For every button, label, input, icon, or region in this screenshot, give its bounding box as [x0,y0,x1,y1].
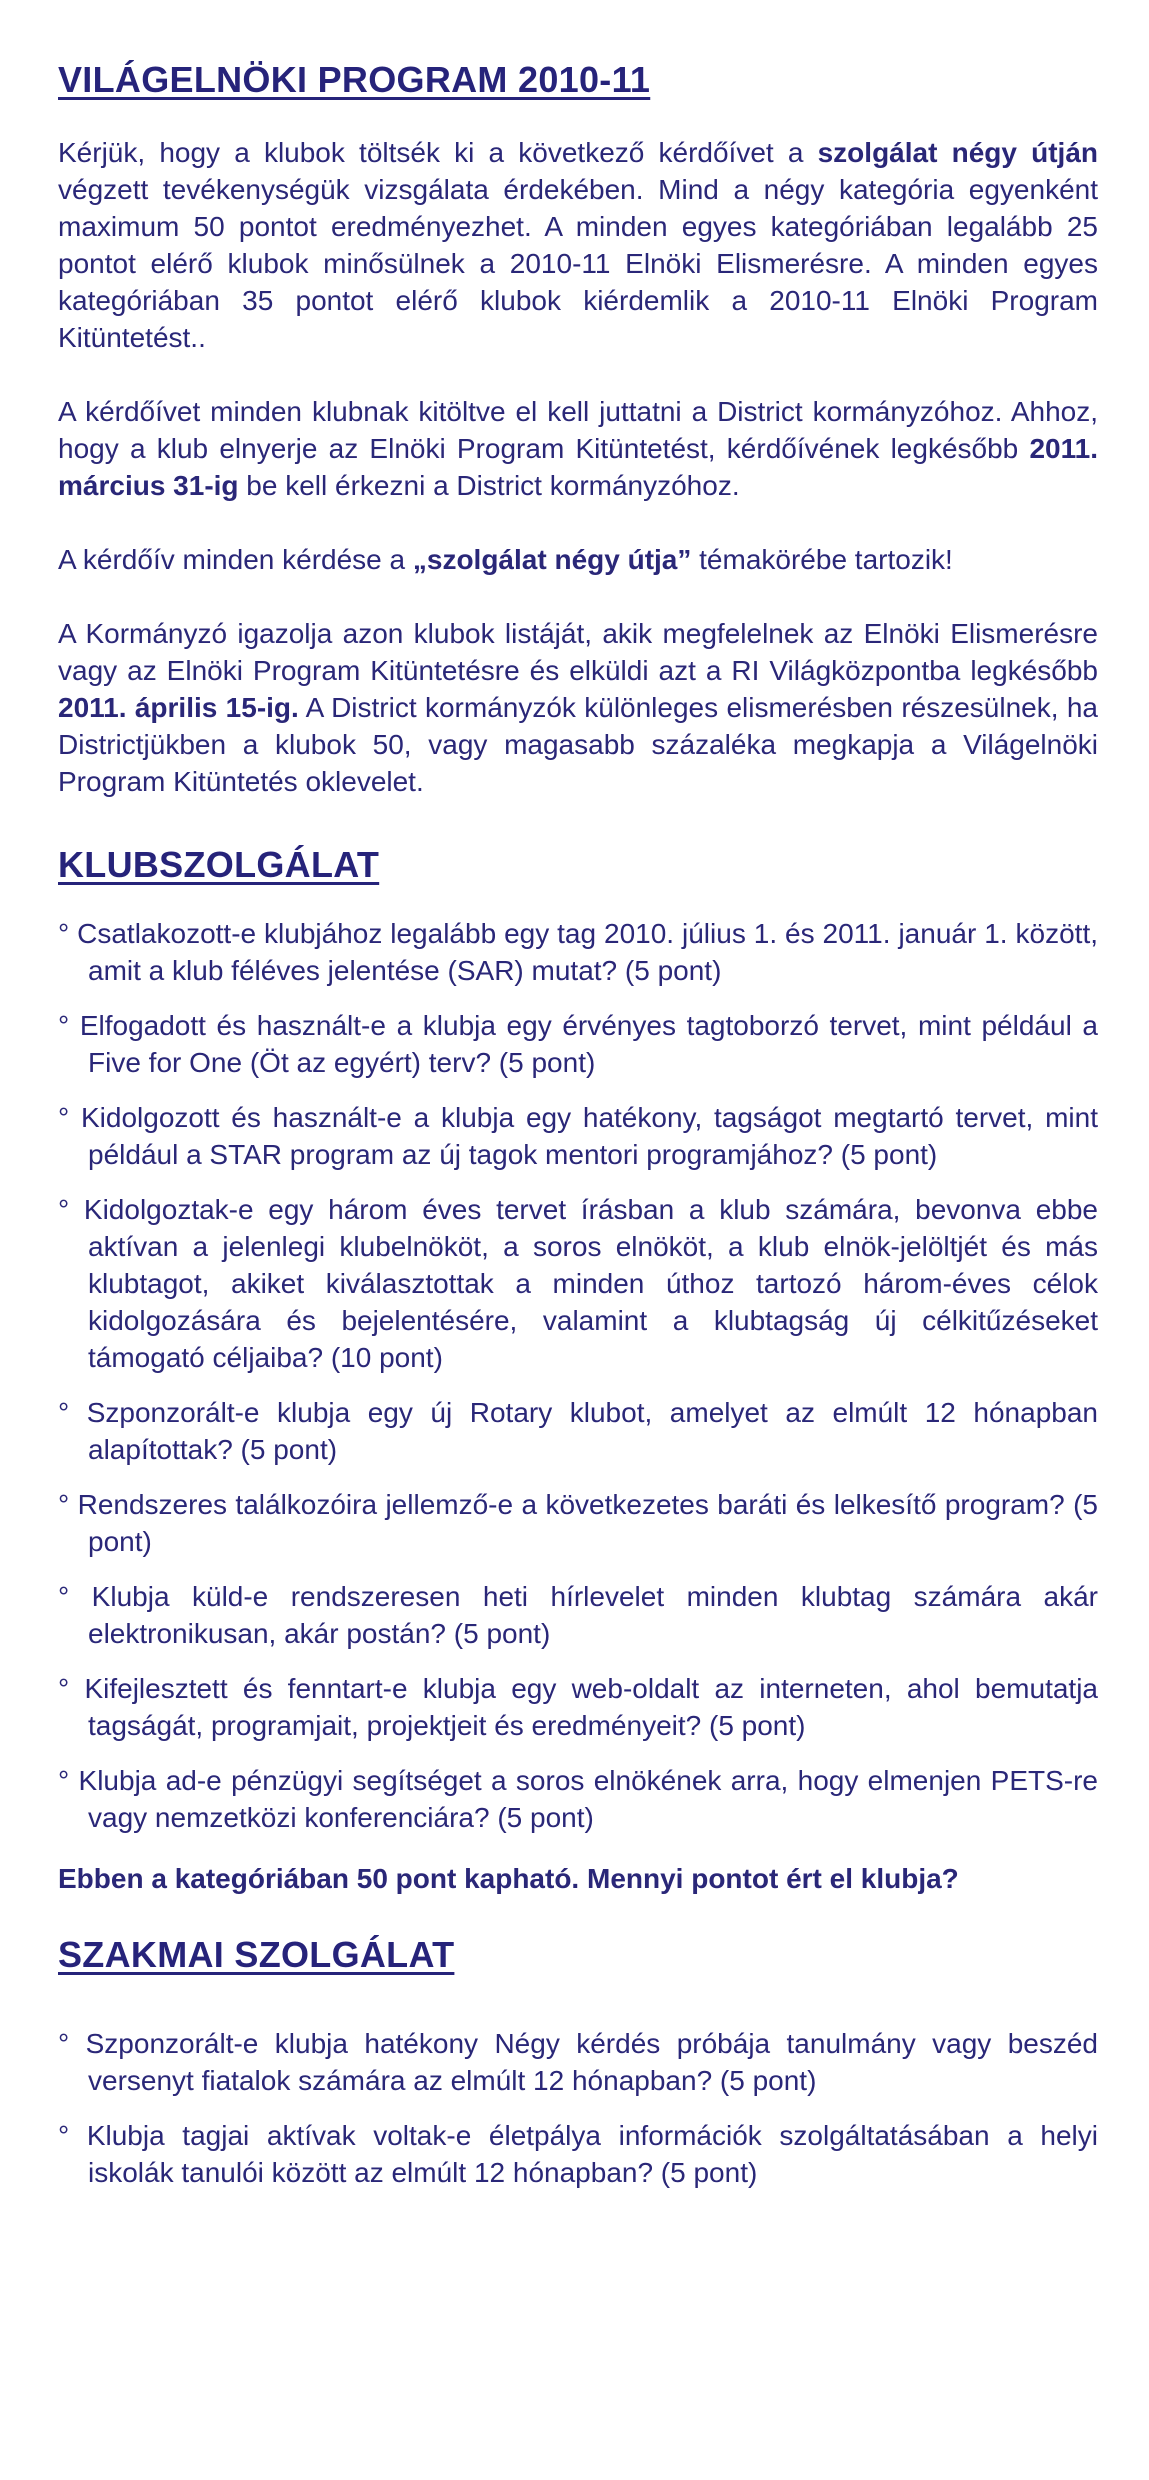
question-item: ° Kidolgoztak-e egy három éves tervet írásban a klub számára, bevonva ebbe aktívan a jelenlegi klubelnököt, a soros elnököt, a klub elnök-jelöltjét és más klubtagot, akiket kiválasztottak a minden úthoz tartozó három-éves célok kidolgozására és bejelentésére, valamint a klubtagság új célkitűzéseket támogató céljaiba? (10 pont) [58,1194,1098,1373]
intro-text: végzett tevékenységük vizsgálata érdekében. Mind a négy kategória egyenként maximum 50 pontot eredményezhet. A minden egyes kategóriában legalább 25 pontot elérő klubok minősülnek a 2010-11 Elnöki Elismerésre. A minden egyes kategóriában 35 pontot elérő klubok kiérdemlik a 2010-11 Elnöki Program Kitüntetést.. [58,174,1098,353]
intro-paragraph-1 [58,134,1098,356]
intro-emphasis: „szolgálat négy útja” [412,544,692,575]
section-heading-club-service: KLUBSZOLGÁLAT [58,844,380,885]
intro-text: A Kormányzó igazolja azon klubok listáját, akik megfelelnek az Elnöki Elismerésre vagy az Elnöki Program Kitüntetésre és elküldi azt a RI Világközpontba legkésőbb [58,618,1098,686]
deadline-date: 2011. április 15-ig. [58,692,299,723]
question-item: ° Rendszeres találkozóira jellemző-e a következetes baráti és lelkesítő program? (5 pont) [58,1489,1098,1557]
question-item: ° Klubja tagjai aktívak voltak-e életpálya információk szolgáltatásában a helyi iskolák tanulói között az elmúlt 12 hónapban? (5 pont) [58,2120,1098,2188]
question-item: ° Klubja ad-e pénzügyi segítséget a soros elnökének arra, hogy elmenjen PETS-re vagy nemzetközi konferenciára? (5 pont) [58,1765,1098,1833]
intro-emphasis: szolgálat négy útján [817,137,1098,168]
question-item: ° Csatlakozott-e klubjához legalább egy tag 2010. július 1. és 2011. január 1. között, amit a klub féléves jelentése (SAR) mutat? (5 pont) [58,918,1098,986]
vocational-service-questions [58,2025,1098,2191]
question-item: ° Elfogadott és használt-e a klubja egy érvényes tagtoborzó tervet, mint például a Five for One (Öt az egyért) terv? (5 pont) [58,1010,1098,1078]
question-item: ° Kidolgozott és használt-e a klubja egy hatékony, tagságot megtartó tervet, mint például a STAR program az új tagok mentori programjához? (5 pont) [58,1102,1098,1170]
club-service-questions [58,915,1098,1836]
intro-paragraph-3 [58,541,1098,578]
intro-paragraph-4 [58,615,1098,800]
intro-text: A kérdőívet minden klubnak kitöltve el kell juttatni a District kormányzóhoz. Ahhoz, hogy a klub elnyerje az Elnöki Program Kitüntetést, kérdőívének legkésőbb [58,396,1098,464]
page-title: VILÁGELNÖKI PROGRAM 2010-11 [58,59,651,100]
intro-text: be kell érkezni a District kormányzóhoz. [238,470,740,501]
intro-paragraph-2 [58,393,1098,504]
section-heading-vocational-service: SZAKMAI SZOLGÁLAT [58,1934,455,1975]
question-item: ° Szponzorált-e klubja egy új Rotary klubot, amelyet az elmúlt 12 hónapban alapítottak? (5 pont) [58,1397,1098,1465]
question-item: ° Klubja küld-e rendszeresen heti hírlevelet minden klubtag számára akár elektronikusan, akár postán? (5 pont) [58,1581,1098,1649]
intro-text: témakörébe tartozik! [691,544,953,575]
question-item: ° Kifejlesztett és fenntart-e klubja egy web-oldalt az interneten, ahol bemutatja tagságát, programjait, projektjeit és eredményeit? (5 pont) [58,1673,1098,1741]
category-summary: Ebben a kategóriában 50 pont kapható. Mennyi pontot ért el klubja? [58,1863,959,1894]
intro-text: Kérjük, hogy a klubok töltsék ki a következő kérdőívet a [58,137,818,168]
intro-text: A kérdőív minden kérdése a [58,544,413,575]
intro-text: A District kormányzók különleges elismerésben részesülnek, ha Districtjükben a klubok 50, vagy magasabb százaléka megkapja a Világelnöki Program Kitüntetés oklevelet. [58,692,1098,797]
document-page [58,52,1098,2191]
question-item: ° Szponzorált-e klubja hatékony Négy kérdés próbája tanulmány vagy beszéd versenyt fiatalok számára az elmúlt 12 hónapban? (5 pont) [58,2028,1098,2096]
deadline-date: 2011. március 31-ig [58,433,1098,501]
